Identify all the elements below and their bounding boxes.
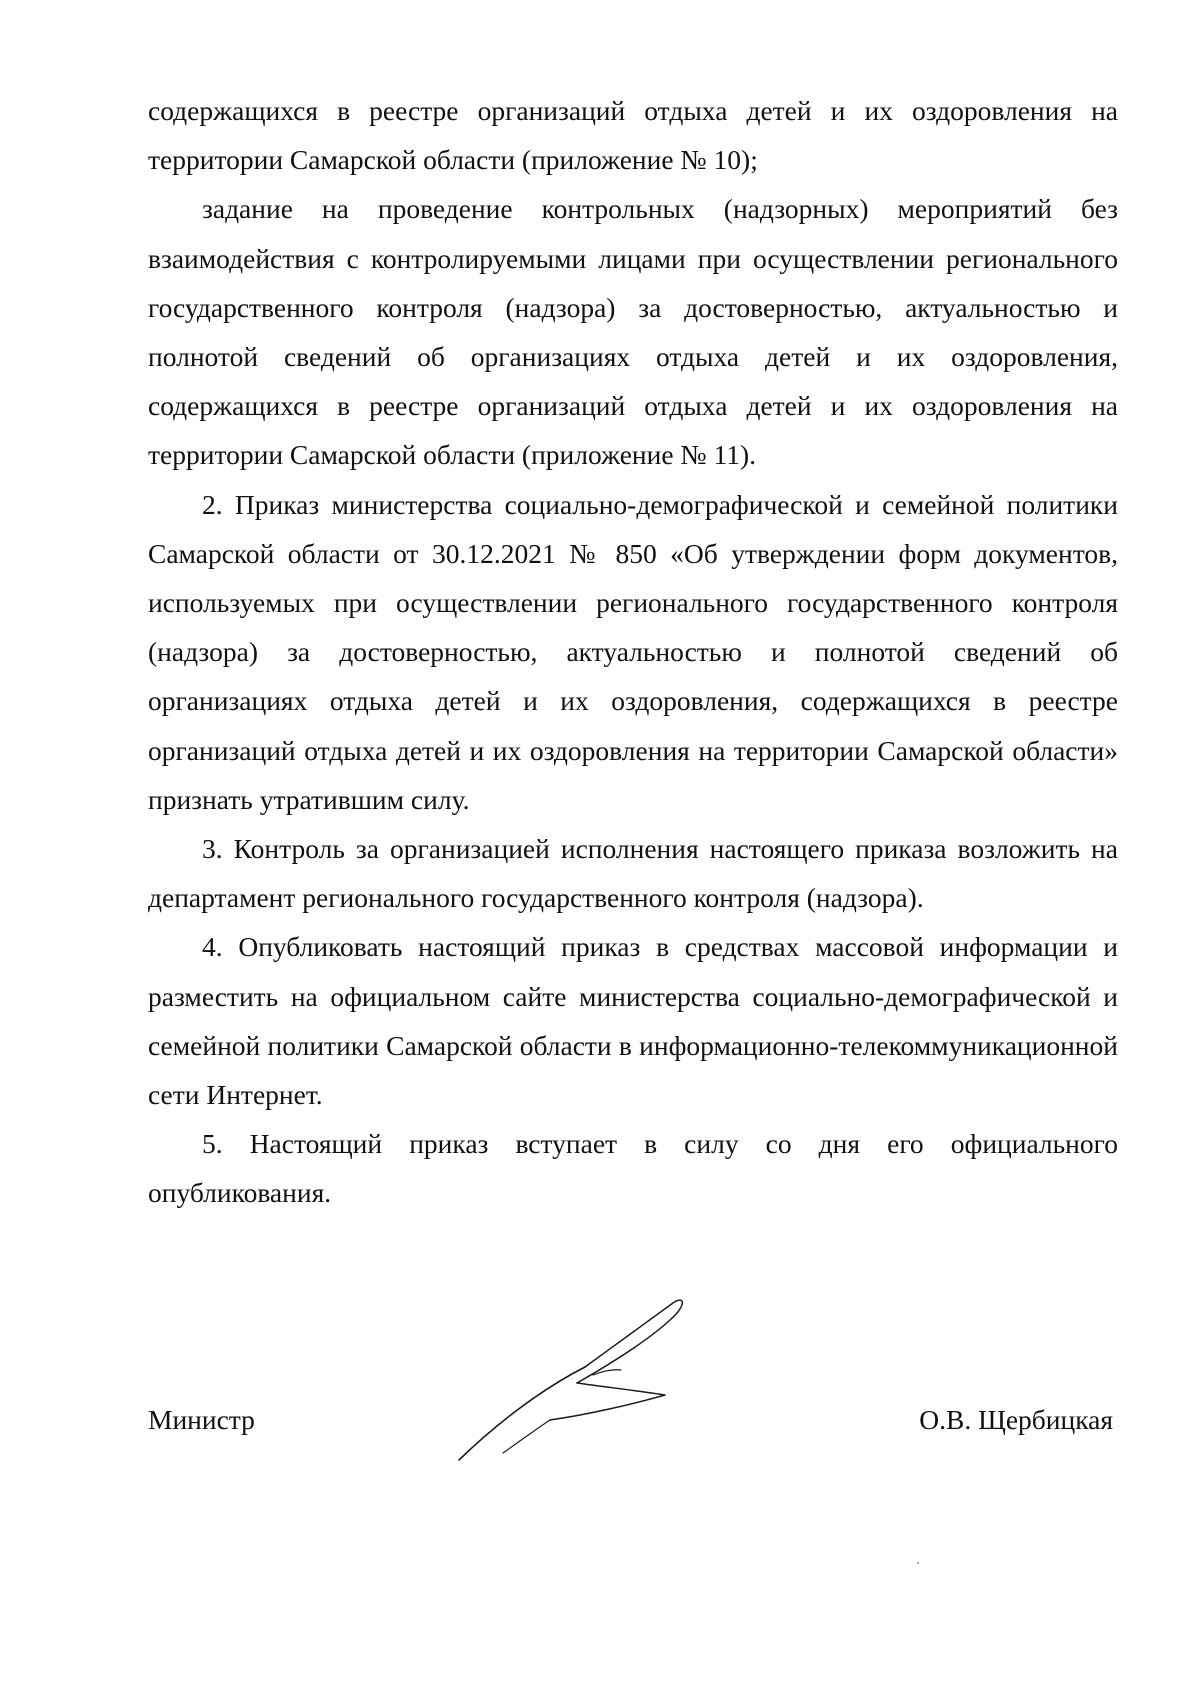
- signer-name: О.В. Щербицкая: [919, 1404, 1113, 1435]
- signature-block: [148, 1395, 1113, 1445]
- document-body: [148, 86, 1118, 1218]
- signer-role: Министр: [148, 1404, 255, 1435]
- paragraph-item-2: 2. Приказ министерства социально-демографической и семейной политики Самарской области от 30.12.2021 № 850 «Об утверждении форм документов, используемых при осуществлении регионального государственного контроля (надзора) за достоверностью, актуальностью и полнотой сведений об организациях отдыха детей и их оздоровления, содержащихся в реестре организаций отдыха детей и их оздоровления на территории Самарской области» признать утратившим силу.: [148, 488, 1118, 815]
- paragraph-zadanie: задание на проведение контрольных (надзорных) мероприятий без взаимодействия с контролируемыми лицами при осуществлении регионального государственного контроля (надзора) за достоверностью, актуальностью и полнотой сведений об организациях отдыха детей и их оздоровления, содержащихся в реестре организаций отдыха детей и их оздоровления на территории Самарской области (приложение № 11).: [148, 193, 1118, 471]
- paragraph-item-3: 3. Контроль за организацией исполнения настоящего приказа возложить на департамент регионального государственного контроля (надзора).: [148, 833, 1118, 914]
- paragraph-item-5: 5. Настоящий приказ вступает в силу со дня его официального опубликования.: [148, 1128, 1118, 1209]
- scan-speck: [917, 1562, 919, 1564]
- paragraph-item-4: 4. Опубликовать настоящий приказ в средствах массовой информации и разместить на официальном сайте министерства социально-демографической и семейной политики Самарской области в информационно-телекоммуникационной сети Интернет.: [148, 931, 1118, 1111]
- paragraph-continuation: содержащихся в реестре организаций отдыха детей и их оздоровления на территории Самарской области (приложение № 10);: [148, 95, 1118, 176]
